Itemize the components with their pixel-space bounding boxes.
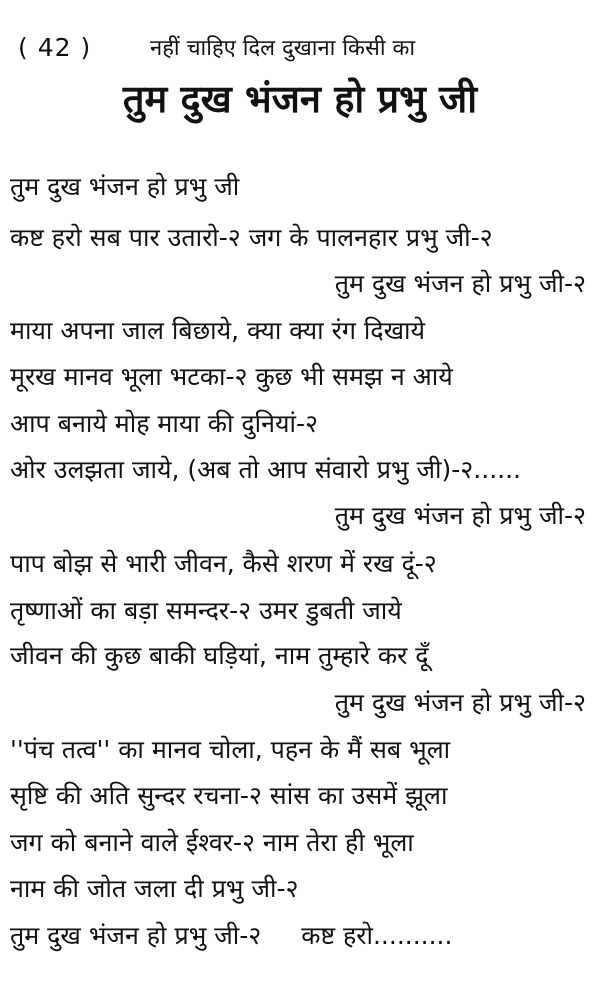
lyric-line: माया अपना जाल बिछाये, क्या क्या रंग दिखाये — [10, 316, 426, 345]
lyric-line: आप बनाये मोह माया की दुनियां-२ — [10, 409, 319, 438]
refrain-line: तुम दुख भंजन हो प्रभु जी-२ — [334, 501, 586, 530]
lyric-line: जीवन की कुछ बाकी घड़ियां, नाम तुम्हारे कर दूँ — [10, 641, 429, 670]
tune-reference: नहीं चाहिए दिल दुखाना किसी का — [150, 36, 416, 61]
lyric-line: पाप बोझ से भारी जीवन, कैसे शरण में रख दूं-२ — [10, 549, 437, 578]
lyric-line: मूरख मानव भूला भटका-२ कुछ भी समझ न आये — [10, 362, 453, 391]
lyric-line: ओर उलझता जाये, (अब तो आप संवारो प्रभु जी)-२...... — [10, 455, 521, 484]
refrain-line: तुम दुख भंजन हो प्रभु जी-२ — [334, 269, 586, 298]
lyric-line: ''पंच तत्व'' का मानव चोला, पहन के मैं सब भूला — [10, 735, 451, 764]
closing-cue: कष्ट हरो.......... — [301, 921, 453, 950]
page-number: ( 42 ) — [18, 32, 92, 62]
lyric-line: तृष्णाओं का बड़ा समन्दर-२ उमर डुबती जाये — [10, 596, 402, 625]
lyric-line: सृष्टि की अति सुन्दर रचना-२ सांस का उसमें झूला — [10, 781, 448, 810]
lyric-line: नाम की जोत जला दी प्रभु जी-२ — [10, 874, 299, 903]
page-header — [18, 30, 582, 64]
lyric-line: तुम दुख भंजन हो प्रभु जी — [10, 172, 240, 201]
refrain-line: तुम दुख भंजन हो प्रभु जी-२ — [334, 688, 586, 717]
lyric-line: कष्ट हरो सब पार उतारो-२ जग के पालनहार प्रभु जी-२ — [10, 223, 493, 252]
lyric-line: जग को बनाने वाले ईश्वर-२ नाम तेरा ही भूला — [10, 828, 414, 857]
closing-refrain: तुम दुख भंजन हो प्रभु जी-२ — [10, 921, 262, 950]
hymn-title: तुम दुख भंजन हो प्रभु जी — [122, 77, 478, 121]
closing-line — [10, 923, 592, 948]
